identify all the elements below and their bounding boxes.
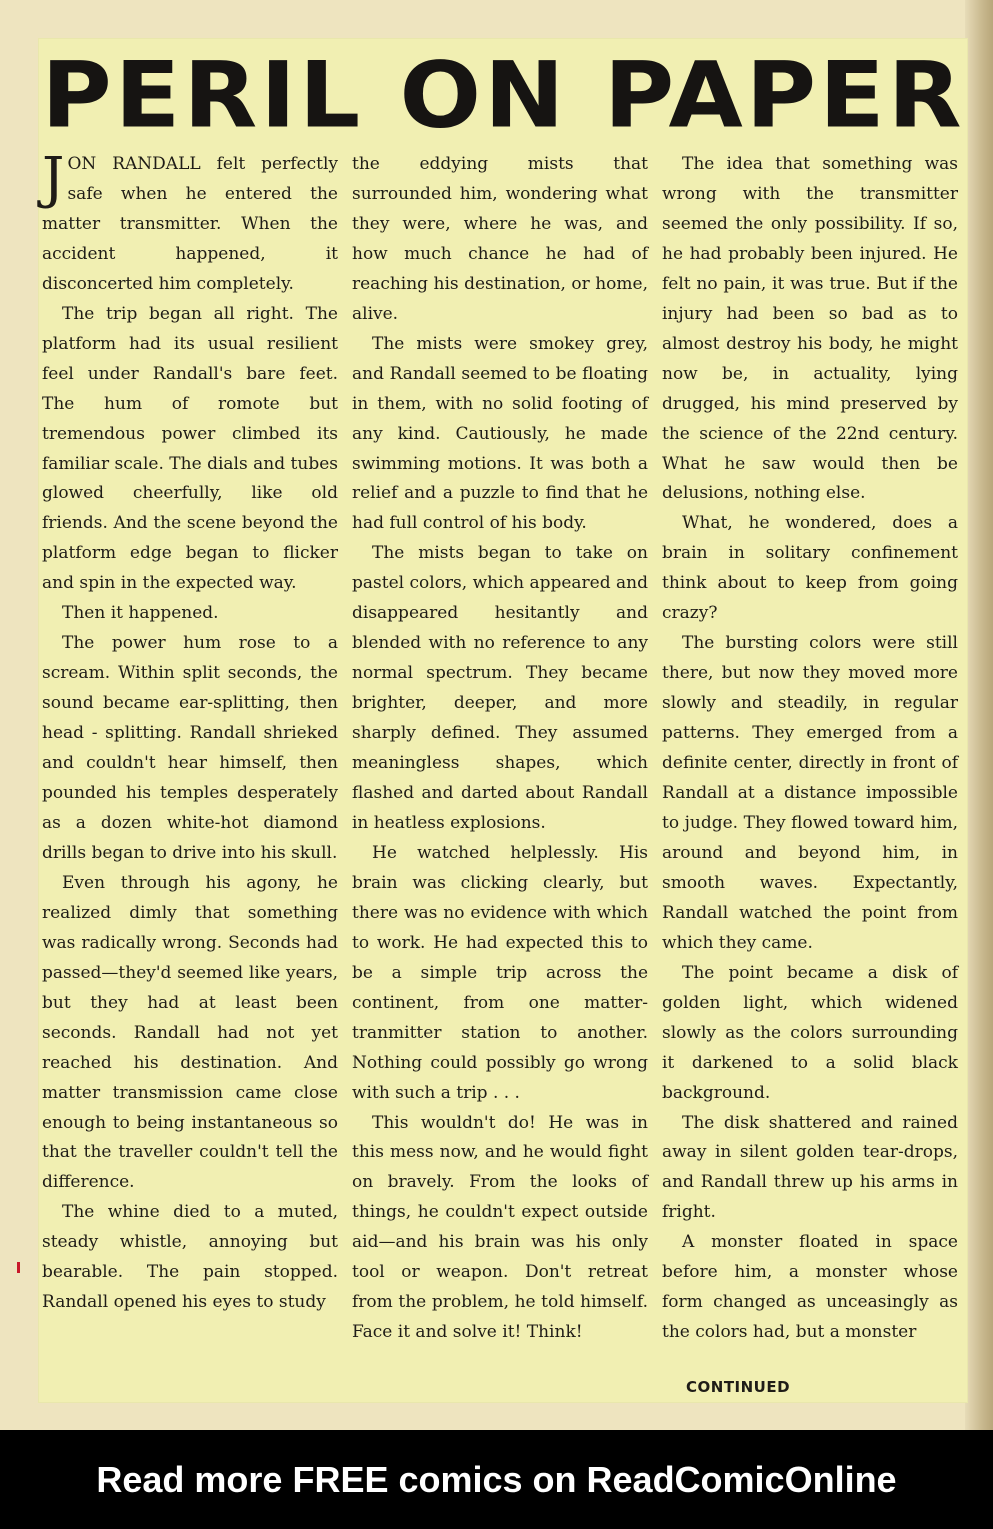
paragraph: The mists began to take on pastel colors, which appeared and disappeared hesitantly and blended with no reference to any normal spectrum. They became brighter, deeper, and more sharply defined. They assumed meaningless shapes, which flashed and darted about Randall in heatless explosions. [352, 543, 648, 833]
paragraph: This wouldn't do! He was in this mess now, and he would fight on bravely. From the looks of things, he couldn't expect outside aid—and his brain was his only tool or weapon. Don't retreat from the problem, he told himself. Face it and solve it! Think! [352, 1112, 648, 1343]
story-title: PERIL ON PAPER [41, 41, 965, 149]
paragraph: The power hum rose to a scream. Within split seconds, the sound became ear-splitting, then head - splitting. Randall shrieked and couldn't hear himself, then pounded his temples desperately as a dozen white-hot diamond drills began to drive into his skull. [42, 633, 338, 863]
paragraph [42, 146, 338, 300]
drop-cap: J [42, 146, 65, 211]
paragraph: The disk shattered and rained away in silent golden tear-drops, and Randall threw up his arms in fright. [662, 1112, 958, 1223]
paragraph: The trip began all right. The platform had its usual resilient feel under Randall's bare feet. The hum of romote but tremendous power climbed its familiar scale. The dials and tubes glowed cheerfully, like old friends. And the scene beyond the platform edge began to flicker and spin in the expected way. [42, 303, 338, 594]
paragraph: The bursting colors were still there, but now they moved more slowly and steadily, in regular patterns. They emerged from a definite center, directly in front of Randall at a distance impossible to judge. They flowed toward him, around and beyond him, in smooth waves. Expectantly, Randall watched the point from which they came. [662, 633, 958, 953]
page-spine-shadow [965, 0, 993, 1430]
continued-label: CONTINUED [686, 1378, 791, 1396]
text-column-1 [42, 146, 338, 1318]
paragraph: The mists were smokey grey, and Randall seemed to be floating in them, with no solid footing of any kind. Cautiously, he made swimming motions. It was both a relief and a puzzle to find that he had full control of his body. [352, 333, 648, 534]
text-column-3 [662, 150, 958, 1348]
paragraph: He watched helplessly. His brain was clicking clearly, but there was no evidence with which to work. He had expected this to be a simple trip across the continent, from one matter-tranmitter station to another. Nothing could possibly go wrong with such a trip . . . [352, 842, 648, 1103]
paragraph: What, he wondered, does a brain in solitary confinement think about to keep from going crazy? [662, 513, 958, 624]
paragraph: The whine died to a muted, steady whistle, annoying but bearable. The pain stopped. Randall opened his eyes to study [42, 1202, 338, 1313]
paragraph: the eddying mists that surrounded him, wondering what they were, where he was, and how much chance he had of reaching his destination, or home, alive. [352, 154, 648, 324]
paragraph: The point became a disk of golden light, which widened slowly as the colors surrounding it darkened to a solid black background. [662, 962, 958, 1103]
text-column-2 [352, 150, 648, 1348]
paragraph: Even through his agony, he realized dimly that something was radically wrong. Seconds had passed—they'd seemed like years, but they had at least been seconds. Randall had not yet reached his destination. And matter transmission came close enough to being instantaneous so that the traveller couldn't tell the difference. [42, 872, 338, 1193]
paragraph-text: ON RANDALL felt perfectly safe when he entered the matter transmitter. When the accident happened, it disconcerted him completely. [42, 154, 338, 294]
footer-banner-text[interactable]: Read more FREE comics on ReadComicOnline [96, 1459, 897, 1500]
paragraph: The idea that something was wrong with the transmitter seemed the only possibility. If so, he had probably been injured. He felt no pain, it was true. But if the injury had been so bad as to almost destroy his body, he might now be, in actuality, lying drugged, his mind preserved by the science of the 22nd century. What he saw would then be delusions, nothing else. [662, 154, 958, 504]
paragraph: A monster floated in space before him, a monster whose form changed as unceasingly as the colors had, but a monster [662, 1232, 958, 1343]
red-margin-mark [17, 1262, 20, 1273]
paragraph: Then it happened. [62, 603, 219, 624]
